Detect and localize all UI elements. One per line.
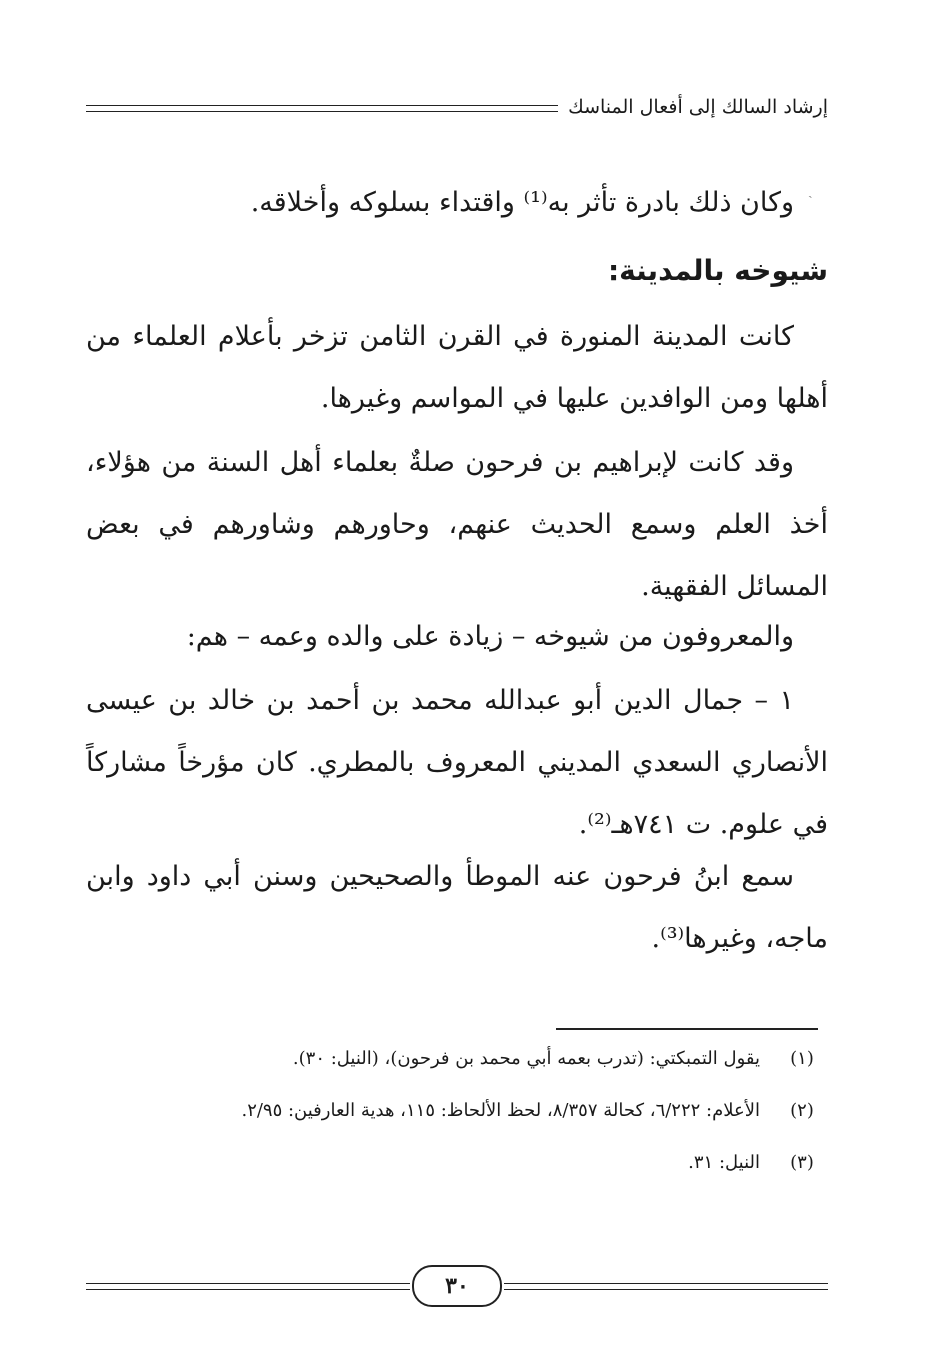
intro-paragraph: وكان ذلك بادرة تأثر به⁽¹⁾ واقتداء بسلوكه وأخلاقه. xyxy=(250,187,794,218)
footnote-number: (٣) xyxy=(790,1152,814,1173)
margin-mark: ˎ xyxy=(808,183,813,199)
paragraph-4 xyxy=(86,670,828,856)
footer-rule-left xyxy=(86,1283,410,1290)
running-header-title: إرشاد السالك إلى أفعال المناسك xyxy=(568,96,828,118)
body-paragraph: والمعروفون من شيوخه – زيادة على والده وعمه – هم: xyxy=(186,621,794,652)
body-paragraph: ١ – جمال الدين أبو عبدالله محمد بن أحمد بن خالد بن عيسى الأنصاري السعدي المديني المعروف بالمطري. كان مؤرخاً مشاركاً في علوم. ت ٧٤١هـ⁽²⁾. xyxy=(86,685,828,840)
footer-rule-right xyxy=(504,1283,828,1290)
page-number: ٣٠ xyxy=(445,1273,469,1299)
footnote-separator xyxy=(556,1028,818,1030)
footnote-number: (٢) xyxy=(790,1100,814,1121)
section-heading: شيوخه بالمدينة: xyxy=(607,254,828,287)
footnotes xyxy=(86,1048,828,1204)
footnote-text: الأعلام: ٦/٢٢٢، كحالة ٨/٣٥٧، لحظ الألحاظ: ١١٥، هدية العارفين: ٢/٩٥. xyxy=(241,1100,760,1121)
footnote-item xyxy=(86,1100,828,1152)
paragraph-3 xyxy=(86,606,828,668)
footnote-number: (١) xyxy=(790,1048,814,1069)
body-paragraph: سمع ابنُ فرحون عنه الموطأ والصحيحين وسنن أبي داود وابن ماجه، وغيرها⁽³⁾. xyxy=(86,861,828,954)
running-header xyxy=(86,92,828,122)
paragraph-5 xyxy=(86,846,828,970)
footnote-text: يقول التمبكتي: (تدرب بعمه أبي محمد بن فرحون)، (النيل: ٣٠). xyxy=(292,1048,760,1069)
footnote-item xyxy=(86,1152,828,1204)
footnote-text: النيل: ٣١. xyxy=(688,1152,760,1173)
page-footer xyxy=(86,1262,828,1310)
paragraph-2 xyxy=(86,432,828,618)
body-paragraph: كانت المدينة المنورة في القرن الثامن تزخر بأعلام العلماء من أهلها ومن الوافدين عليها في المواسم وغيرها. xyxy=(86,321,828,414)
intro-line xyxy=(86,172,828,234)
footnote-item xyxy=(86,1048,828,1100)
body-paragraph: وقد كانت لإبراهيم بن فرحون صلةٌ بعلماء أهل السنة من هؤلاء، أخذ العلم وسمع الحديث عنهم، وحاورهم وشاورهم في بعض المسائل الفقهية. xyxy=(86,447,828,602)
paragraph-1 xyxy=(86,306,828,430)
page-number-badge xyxy=(412,1265,502,1307)
header-double-rule xyxy=(86,105,558,112)
